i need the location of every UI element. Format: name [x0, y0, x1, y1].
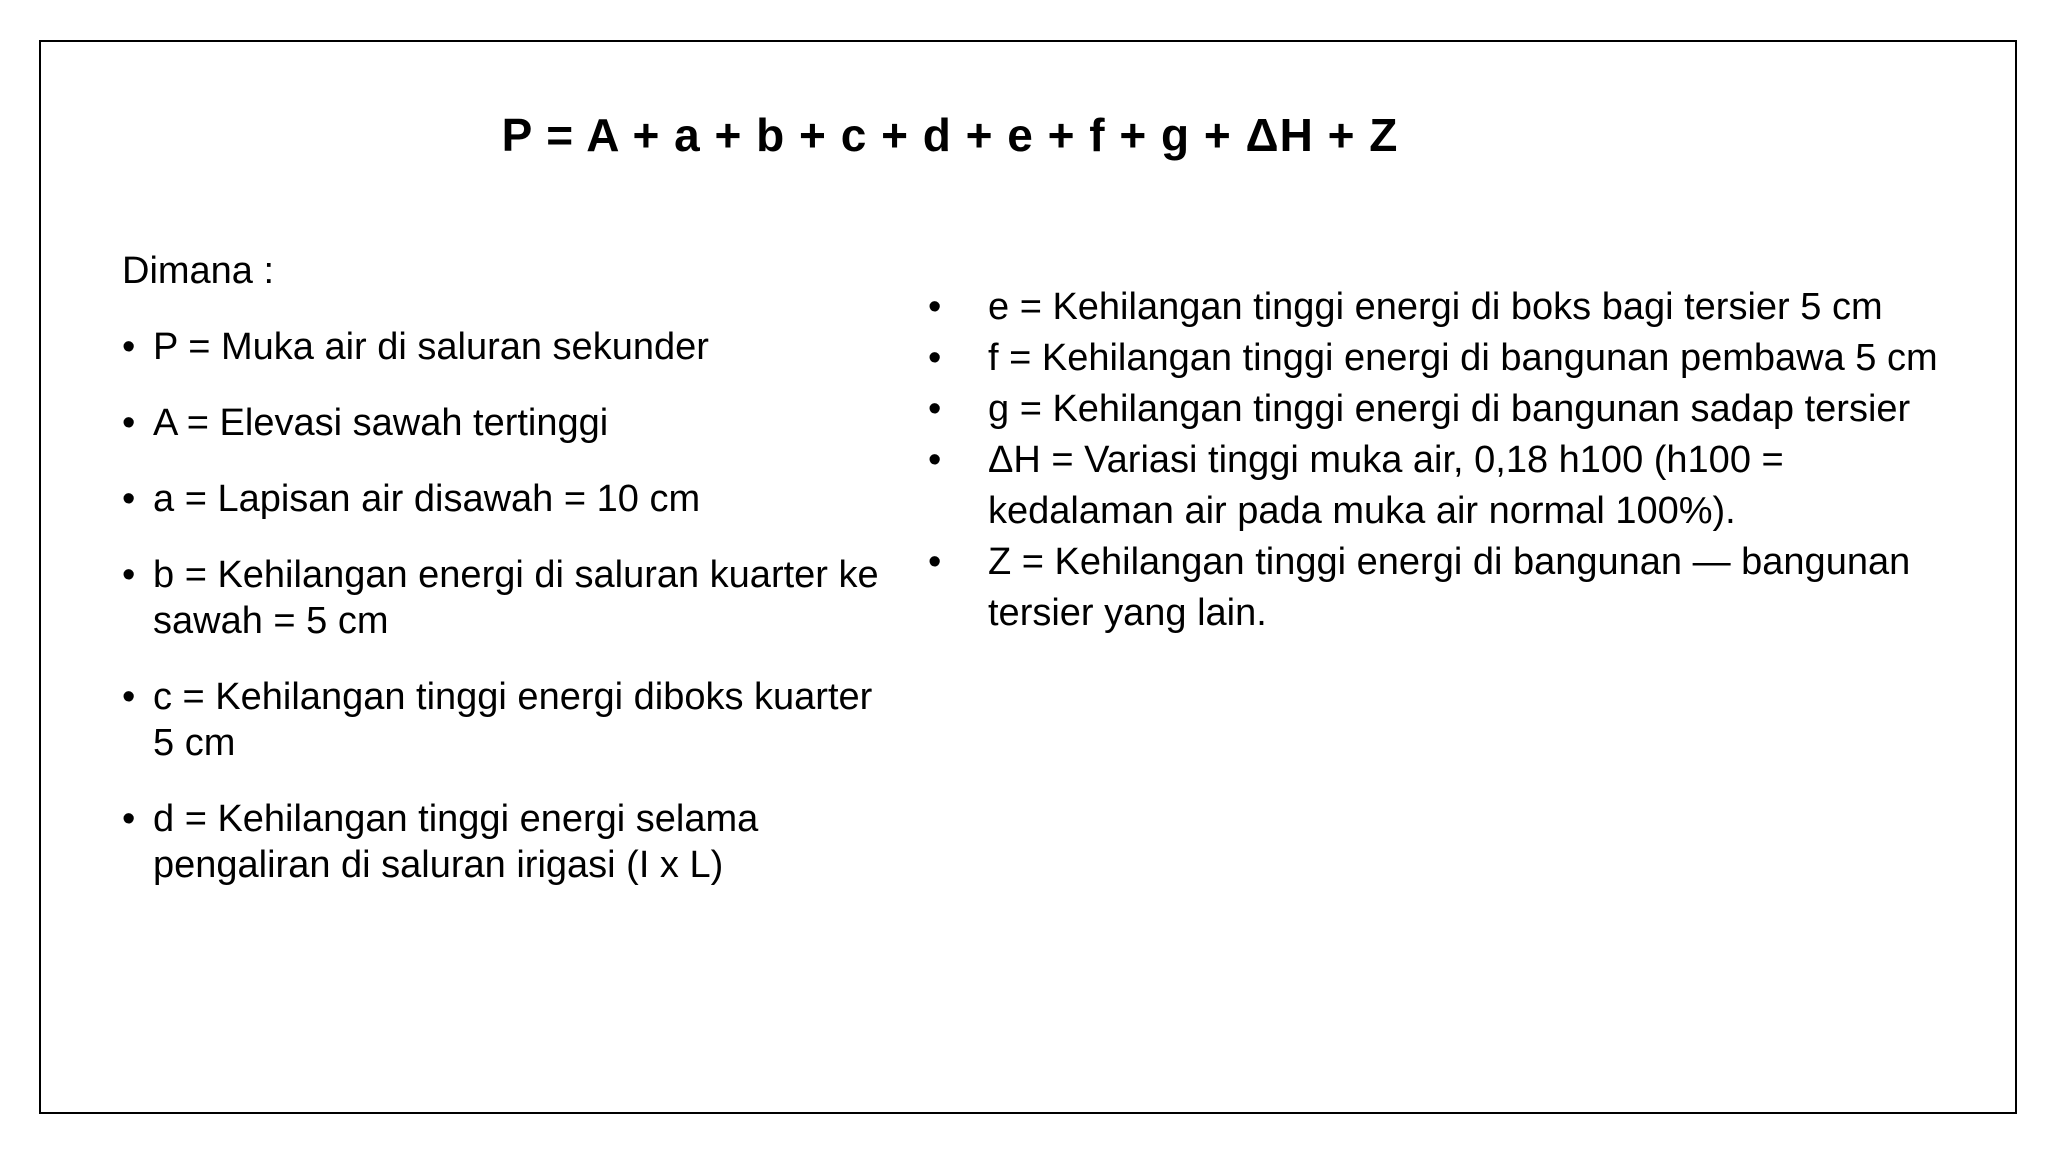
intro-label: Dimana : — [122, 250, 275, 292]
left-column — [122, 248, 902, 918]
definition-item-d: • d = Kehilangan tinggi energi selama pengaliran di saluran irigasi (I x L) — [122, 796, 902, 888]
definition-item-A: • A = Elevasi sawah tertinggi — [122, 400, 902, 446]
definition-item-z: • Z = Kehilangan tinggi energi di bangunan — bangunan tersier yang lain. — [928, 537, 1968, 639]
left-definition-list — [122, 324, 902, 888]
right-column — [928, 282, 1968, 639]
right-definition-list — [928, 282, 1968, 639]
definition-item-delta-h: • ΔH = Variasi tinggi muka air, 0,18 h100 (h100 = kedalaman air pada muka air normal 100%). — [928, 435, 1968, 537]
definition-item-p: • P = Muka air di saluran sekunder — [122, 324, 902, 370]
definition-item-c: • c = Kehilangan tinggi energi diboks kuarter 5 cm — [122, 674, 902, 766]
definition-item-b: • b = Kehilangan energi di saluran kuarter ke sawah = 5 cm — [122, 552, 902, 644]
definition-item-a: • a = Lapisan air disawah = 10 cm — [122, 476, 902, 522]
definition-item-e: • e = Kehilangan tinggi energi di boks bagi tersier 5 cm — [928, 282, 1968, 333]
definition-item-g: • g = Kehilangan tinggi energi di bangunan sadap tersier — [928, 384, 1968, 435]
formula-title: P = A + a + b + c + d + e + f + g + ΔH + Z — [501, 109, 1399, 161]
definition-item-f: • f = Kehilangan tinggi energi di bangunan pembawa 5 cm — [928, 333, 1968, 384]
